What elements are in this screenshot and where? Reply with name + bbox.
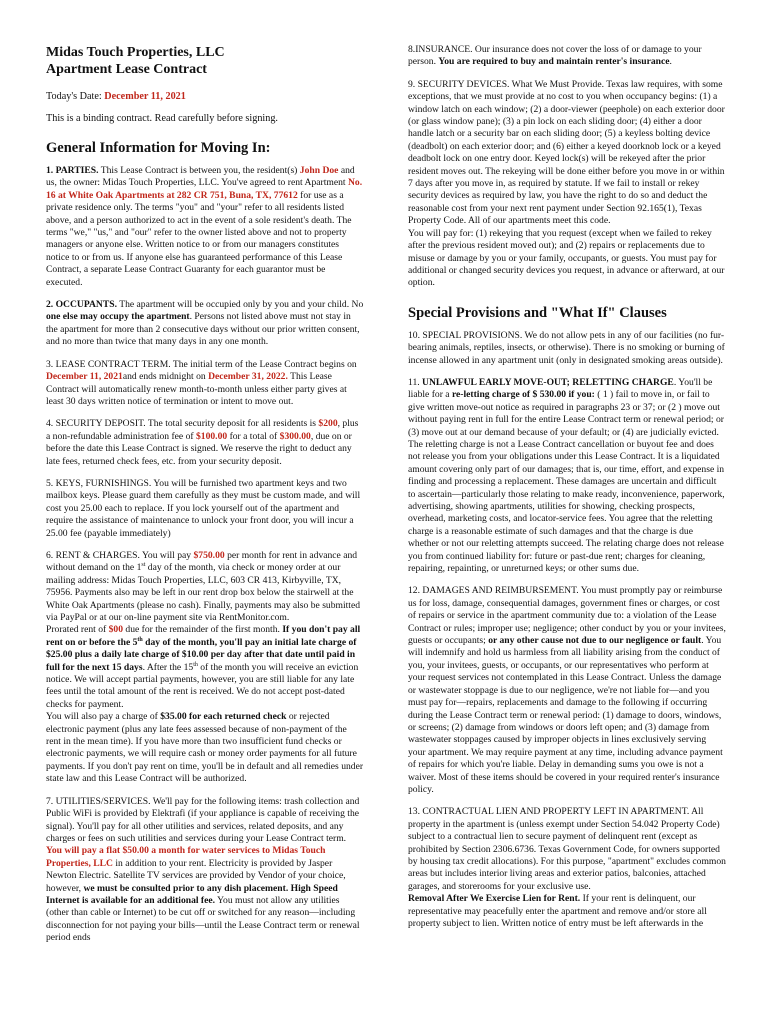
right-column (408, 44, 726, 940)
section-title-special: Special Provisions and "What If" Clauses (408, 304, 667, 321)
lease-end-date: December 31, 2022. (208, 371, 288, 383)
binding-note: This is a binding contract. Read carefully before signing. (46, 113, 278, 124)
clause-damages: 12. DAMAGES AND REIMBURSEMENT. You must promptly pay or reimburse us for loss, damage, consequential damages, government fines or charges, or cost of repairs or service in the apartment community due to: a violation of the Lease Contract or rules; improper use; negligence; other conduct by you or your invitees, guests or occupants; or any other cause not due to our negligence or fault. You will indemnify and hold us harmless from all liability arising from the conduct of you, your invitees, guests, or occupants, or our representatives who perform at your request services not contemplated in this Lease Contract. Unless the damage or wastewater stoppage is due to our negligence, we're not liable for—and you must pay for—repairs, replacements and damage to the following if occurring during the Lease Contract term or renewal period: (1) damage to doors, windows, or screens; (2) damage from windows or doors left open; and (3) damage from wastewater stoppages caused by improper objects in lines exclusively serving your apartment. We may require payment at any time, including advance payment of repairs for which you're liable. Delay in demanding sums you owe is not a waiver. Most of these items should be covered in your required renter's insurance policy. (408, 585, 726, 795)
lease-start-date: December 11, 2021 (46, 371, 123, 383)
clause-contractual-lien: 13. CONTRACTUAL LIEN AND PROPERTY LEFT IN APARTMENT. All property in the apartment is (unless exempt under Section 54.042 Property Code) subject to a contractual lien to secure payment of delinquent rent (except as prohibited by Section 2306.6736. Texas Government Code, for owners supported by housing tax credit allocations). For this purpose, "apartment" excludes common areas but includes interior living areas and exterior patios, balconies, attached garages, and storerooms for your exclusive use. Removal After We Exercise Lien for Rent. If your rent is delinquent, our representative may peacefully enter the apartment and remove and/or store all property subject to lien. Written notice of entry must be left afterwards in the (408, 806, 726, 929)
clause-security-deposit: 4. SECURITY DEPOSIT. The total security deposit for all residents is $200, plus a non-refundable administration fee of $100.00 for a total of $300.00, due on or before the date this Lease Contract is signed. We reserve the right to deduct any late fees, returned check fees, etc. from your security deposit. (46, 418, 359, 467)
clause-rent: 6. RENT & CHARGES. You will pay $750.00 per month for rent in advance and without demand on the 1st day of the month, via check or money order at our mailing address: Midas Touch Properties, LLC, 603 CR 413, Kirbyville, TX, 75956. Payments also may be left in our rent drop box below the stairwell at the White Oak Apartments (please no cash). Finally, payments may also be submitted via PayPal or at our on-line payment site via RentMonitor.com. Prorated rent of $00 due for the remainder of the first month. If you don't pay all rent on or before the 5th day of the month, you'll pay an initial late charge of $25.00 plus a daily late charge of $10.00 per day after that date until paid in full for the next 15 days. After the 15th of the month you will receive an eviction notice. We will accept partial payments, however, you are still liable for any late fees until the total amount of the rent is received. We do not accept post-dated checks for payment. You will also pay a charge of $35.00 for each returned check or rejected electronic payment (plus any late fees assessed because of non-payment of the rent in the mean time). If you have more than two insufficient fund checks or electronic payments, we will require cash or money order payments for all future payments. If you don't pay rent on time, you'll be in default and all remedies under state law and this Lease Contract will be authorized. (46, 549, 364, 785)
section-title-general: General Information for Moving In: (46, 140, 271, 156)
document-title: Apartment Lease Contract (46, 62, 207, 77)
clause-keys: 5. KEYS, FURNISHINGS. You will be furnished two apartment keys and two mailbox keys. Please guard them carefully as they must be custom made, and will cost you 25.00 each to replace. If you lock yourself out of the apartment and require the assistance of maintenance to unlock your front door, you will incur a 25.00 fee (payable immediately) (46, 477, 361, 539)
resident-name: John Doe (299, 165, 339, 176)
clause-insurance: 8.INSURANCE. Our insurance does not cover the loss of or damage to your person. You are required to buy and maintain renter's insurance. (408, 44, 702, 68)
date-value: December 11, 2021 (104, 91, 186, 102)
clause-security-devices: 9. SECURITY DEVICES. What We Must Provide. Texas law requires, with some exceptions, that we must provide at no cost to you when occupancy begins: (1) a window latch on each window; (2) a door-viewer (peephole) on each exterior door (or glass window pane); (3) a pin lock on each sliding door; (4) either a door handle latch or a security bar on each sliding door; (5) a keyless bolting device (deadbolt) on each exterior door; and (6) either a keyed doorknob lock or a keyed deadbolt lock on one entry door. Keyed lock(s) will be rekeyed after the prior resident moves out. The rekeying will be done either before you move in or within 7 days after you move in, as required by statute. If we fail to install or rekey security devices as required by law, you have the right to do so and deduct the reasonable cost from your next rent payment under Section 92.165(1), Texas Property Code. All of our apartments meet this code. You will pay for: (1) rekeying that you request (except when we failed to rekey after the previous resident moved out); and (2) repairs or replacements due to misuse or damage by you or your family, occupants, or guests. You must pay for additional or changed security devices you request, in advance or afterward, at our option. (408, 78, 725, 289)
clause-early-move-out: 11. UNLAWFUL EARLY MOVE-OUT; RELETTING CHARGE. You'll be liable for a re-letting charge of $ 530.00 if you: ( 1 ) fail to move in, or fail to give written move-out notice as required in paragraphs 23 or 37; or (2 ) move out without paying rent in full for the entire Lease Contract term or renewal period; or (3) move out at our demand because of your default; or (4) are judicially evicted. The reletting charge is not a Lease Contract cancellation or buyout fee and does not release you from your obligations under this Lease Contract. It is a liquidated amount covering only part of our damages; that is, our time, effort, and expense in finding and processing a replacement. These damages are uncertain and difficult to ascertain—particularly those relating to make ready, inconvenience, paperwork, advertising, showing apartments, utilities for showing, checking prospects, overhead, marketing costs, and locator-service fees. You agree that the reletting charge is a reasonable estimate of such damages and that the charge is due whether or not our reletting attempts succeed. The relating charge does not release you from continued liability for: future or past-due rent; charges for cleaning, repairing, repainting, or unreturned keys; or other sums due. (408, 376, 725, 575)
todays-date: Today's Date: December 11, 2021 (46, 91, 186, 102)
clause-lease-term: 3. LEASE CONTRACT TERM. The initial term of the Lease Contract begins on December 11, 2021and ends midnight on December 31, 2022. This Lease Contract will automatically renew month-to-month unless either party gives at least 30 days written notice of termination or intent to move out. (46, 358, 357, 407)
left-column (46, 44, 364, 955)
rent-amount: $750.00 (193, 549, 225, 561)
clause-occupants: 2. OCCUPANTS. The apartment will be occupied only by you and your child. No one else may occupy the apartment. Persons not listed above must not stay in the apartment for more than 2 consecutive days without our prior written consent, and no more than twice that many days in any one month. (46, 299, 364, 348)
clause-utilities: 7. UTILITIES/SERVICES. We'll pay for the following items: trash collection and Public WiFi is provided by Elektrafi (if your appliance is capable of receiving the signal). You'll pay for all other utilities and services, related deposits, and any charges or fees on such utilities and services during your Lease Contract term. You will pay a flat $50.00 a month for water services to Midas Touch Properties, LLC in addition to your rent. Electricity is provided by Jasper Newton Electric. Satellite TV services are provided by Vendor of your choice, however, we must be consulted prior to any dish placement. High Speed Internet is available for an additional fee. You must not allow any utilities (other than cable or Internet) to be cut off or switched for any reason—including disconnection for not paying your bills—until the Lease Contract term or renewal period ends (46, 795, 360, 944)
apartment-address: No. 16 at White Oak Apartments at 282 CR 751, Buna, TX, 77612 (46, 177, 363, 201)
company-name: Midas Touch Properties, LLC (46, 45, 225, 60)
prorated-rent: $00 (108, 624, 123, 636)
deposit-amount: $200 (318, 418, 338, 430)
admin-fee: $100.00 (195, 430, 228, 442)
deposit-total: $300.00 (279, 430, 311, 442)
clause-parties: 1. PARTIES. This Lease Contract is between you, the resident(s) John Doe and us, the owner: Midas Touch Properties, LLC. You've agreed to rent Apartment No. 16 at White Oak Apartments at 282 CR 751, Buna, TX, 77612 for use as a private residence only. The terms "you" and "your" refer to all residents listed above, and a person authorized to act in the event of a sole resident's death. The terms "we," "us," and "our" refer to the owner listed above and not to property managers or anyone else. Written notice to or from our managers constitutes notice to or from us. If anyone else has guaranteed performance of this Lease Contract, a separate Lease Contract Guaranty for each guarantor must be executed. (46, 165, 363, 288)
clause-special-provisions: 10. SPECIAL PROVISIONS. We do not allow pets in any of our facilities (no fur-bearing animals, reptiles, insects, or otherwise). There is no smoking or burning of incense allowed in any apartment unit (only in designated smoking areas outside). (408, 329, 725, 366)
water-charge: You will pay a flat $50.00 a month for water services to Midas Touch Properties, LLC (46, 845, 326, 869)
